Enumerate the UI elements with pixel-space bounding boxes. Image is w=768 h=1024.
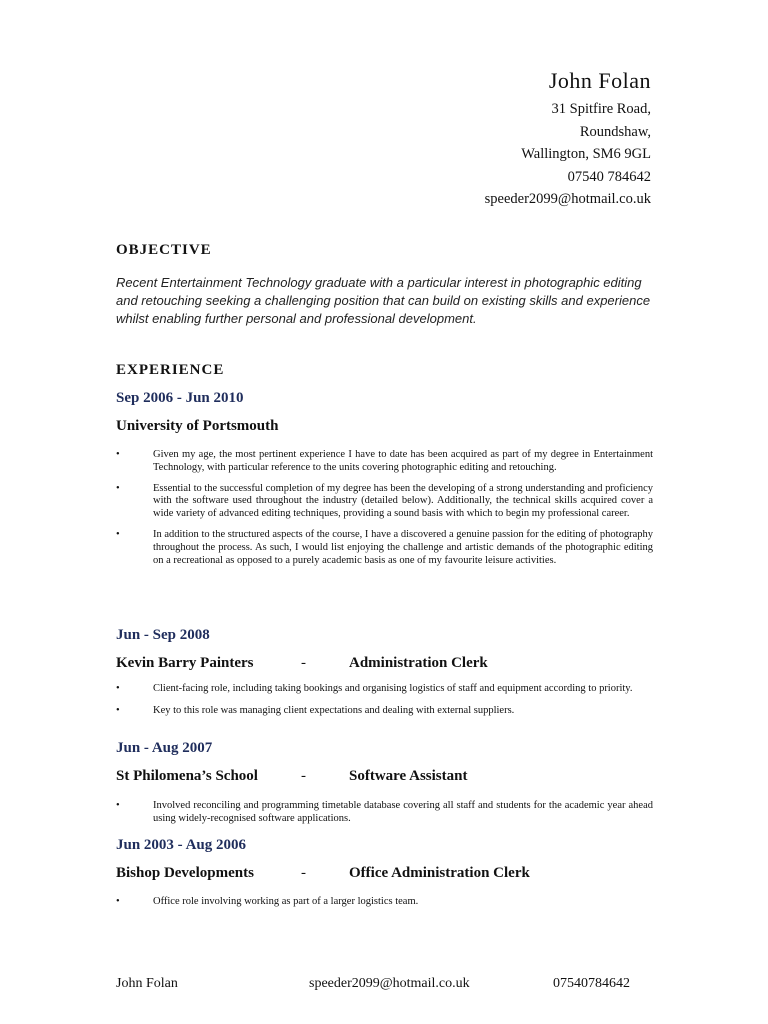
objective-heading: OBJECTIVE	[116, 242, 212, 258]
job-organisation	[116, 865, 530, 882]
job-organisation	[116, 655, 488, 672]
job-dates: Jun - Aug 2007	[116, 740, 213, 756]
experience-heading: EXPERIENCE	[116, 362, 225, 378]
footer-email: speeder2099@hotmail.co.uk	[309, 976, 470, 991]
address-line-1: 31 Spitfire Road,	[551, 101, 651, 117]
job-organisation	[116, 768, 468, 785]
candidate-name: John Folan	[548, 68, 651, 93]
job-dates: Jun 2003 - Aug 2006	[116, 837, 247, 853]
organisation-name: University of Portsmouth	[116, 418, 279, 434]
separator-dash: -	[301, 655, 306, 671]
organisation-name: Kevin Barry Painters	[116, 655, 254, 671]
job-role: Administration Clerk	[349, 655, 488, 671]
address-line-2: Roundshaw,	[579, 123, 651, 140]
job-role: Software Assistant	[349, 768, 468, 784]
job-dates: Jun - Sep 2008	[116, 627, 210, 643]
bullet-item: • Essential to the successful completion of my degree has been the developing of a strong understanding and proficiency with the software used throughout the industry (detailed below). Additionally, the technical skills acquired cover a wide variety of advanced editing techniques, providing a sound basis with which to begin my professional career.	[116, 483, 653, 521]
bullet-item: • Given my age, the most pertinent experience I have to date has been acquired as part of my degree in Entertainment Technology, with particular reference to the units covering photographic editing and retouching.	[116, 449, 653, 475]
bullet-item: • Involved reconciling and programming timetable database covering all staff and students for the academic year ahead using widely-recognised software applications.	[116, 800, 653, 826]
footer-phone: 07540784642	[553, 976, 630, 991]
bullet-item: • In addition to the structured aspects of the course, I have a discovered a genuine passion for the editing of photography throughout the process. As such, I would list enjoying the challenge and artistic demands of the photographic editing on a recreational as opposed to a purely academic basis as one of my favourite leisure activities.	[116, 529, 653, 567]
organisation-name: St Philomena’s School	[116, 768, 258, 784]
phone-number: 07540 784642	[567, 168, 651, 185]
contact-block	[485, 68, 651, 211]
bullet-item: • Key to this role was managing client expectations and dealing with external suppliers.	[116, 705, 653, 718]
bullet-item: • Office role involving working as part of a larger logistics team.	[116, 896, 653, 909]
job-dates: Sep 2006 - Jun 2010	[116, 390, 244, 406]
email-address: speeder2099@hotmail.co.uk	[484, 191, 651, 207]
footer-name: John Folan	[116, 976, 178, 991]
job-role: Office Administration Clerk	[349, 865, 530, 881]
job-bullets	[116, 896, 653, 909]
job-organisation	[116, 418, 278, 435]
separator-dash: -	[301, 865, 306, 881]
job-bullets	[116, 449, 653, 567]
organisation-name: Bishop Developments	[116, 865, 254, 881]
separator-dash: -	[301, 768, 306, 784]
job-bullets	[116, 800, 653, 826]
bullet-item: • Client-facing role, including taking bookings and organising logistics of staff and equipment according to priority.	[116, 683, 653, 696]
address-line-3: Wallington, SM6 9GL	[521, 146, 651, 162]
objective-text: Recent Entertainment Technology graduate with a particular interest in photographic editing and retouching seeking a challenging position that can build on existing skills and experience whilst enabling further personal and professional development.	[116, 275, 651, 326]
job-bullets	[116, 683, 653, 718]
